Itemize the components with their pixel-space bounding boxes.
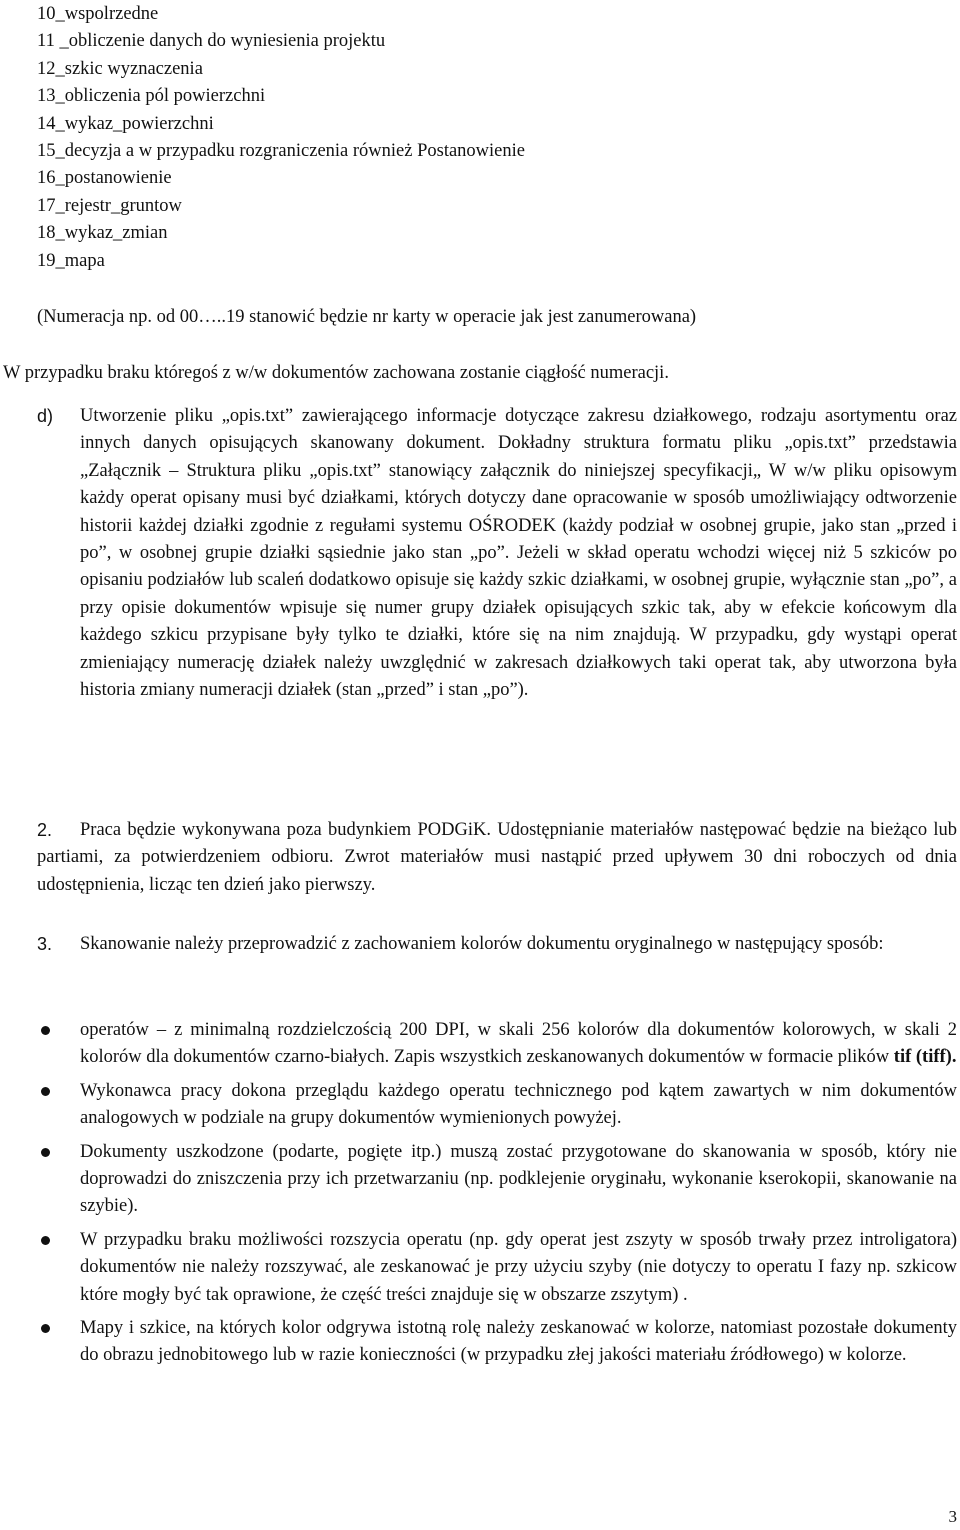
list-item: 10_wspolrzedne — [37, 4, 159, 24]
bullet-icon — [41, 1026, 50, 1035]
section-d-text: Utworzenie pliku „opis.txt” zawierającego informacje dotyczące zakresu działkowego, rodzaju asortymentu oraz innych danych opisujących skanowany dokument. Dokładny struktura formatu pliku „opis.txt” przedstawia „Załącznik – Struktura pliku „opis.txt” stanowiący załącznik do niniejszej specyfikacji„ W w/w pliku opisowym każdy operat opisany musi być działkami, których dotyczy dane opracowanie w sposób umożliwiający odtworzenie historii każdej działki zgodnie z regułami systemu OŚRODEK (każdy podział w osobnej grupie, jako stan „przed i po”, w osobnej grupie działki sąsiednie jako stan „po”. Jeżeli w skład operatu wchodzi więcej niż 5 szkiców po opisaniu podziałów lub scaleń dodatkowo opisuje się każdy szkic działkami, w osobnej grupie, wyłącznie stan „po”, a przy opisie dokumentów wpisuje się numer grupy działek opisujących szkic tak, aby w efekcie końcowym dla każdego szkicu przypisane były tylko te działki, które się na nim znajdują. W przypadku, gdy wystąpi operat zmieniający numerację działek należy uwzględnić w zakresach działkowych taki operat tak, aby utworzona była historia zmiany numeracji działek (stan „przed” i stan „po”). — [80, 406, 957, 701]
bullet-list — [37, 1017, 957, 1376]
list-item — [37, 1139, 957, 1221]
bullet-icon — [41, 1236, 50, 1245]
numbering-note: (Numeracja np. od 00…..19 stanowić będzie nr karty w operacie jak jest zanumerowana) — [37, 307, 697, 327]
continuity-note: W przypadku braku któregoś z w/w dokumentów zachowana zostanie ciągłość numeracji. — [3, 363, 669, 383]
bullet-text-main: operatów – z minimalną rozdzielczością 200 DPI, w skali 256 kolorów dla dokumentów kolorowych, w skali 2 kolorów dla dokumentów czarno-białych. Zapis wszystkich zeskanowanych dokumentów w formacie plików — [80, 1020, 957, 1068]
bullet-text: W przypadku braku możliwości rozszycia operatu (np. gdy operat jest zszyty w sposób trwały przez introligatora) dokumentów nie należy rozszywać, ale zeskanować je przy użyciu szyby (nie dotyczy to operatu I fazy np. szkicow które mogły być tak oprawione, że część treści znajduje się w obszarze zszytym) . — [80, 1229, 957, 1305]
list-item: 13_obliczenia pól powierzchni — [37, 86, 266, 107]
section-2-body: Praca będzie wykonywana poza budynkiem PODGiK. Udostępnianie materiałów następować będzie na bieżąco lub partiami, za potwierdzeniem odbioru. Zwrot materiałów musi nastąpić przed upływem 30 dni roboczych od dnia udostępnienia, licząc ten dzień jako pierwszy. — [37, 820, 957, 895]
list-item: 12_szkic wyznaczenia — [37, 58, 203, 79]
section-2-text — [37, 817, 957, 899]
bullet-text: Dokumenty uszkodzone (podarte, pogięte itp.) muszą zostać przygotowane do skanowania w sposób, który nie doprowadzi do zniszczenia przy ich przetwarzaniu (np. podklejenie oryginału, wykonanie kserokopii, skanowanie na szybie). — [80, 1141, 957, 1217]
bullet-icon — [41, 1148, 50, 1157]
file-name-list — [37, 1, 937, 275]
section-3-text — [37, 931, 957, 958]
section-2 — [37, 817, 957, 899]
bullet-text — [80, 1017, 957, 1072]
bullet-icon — [41, 1087, 50, 1096]
section-3-body: Skanowanie należy przeprowadzić z zachowaniem kolorów dokumentu oryginalnego w następujący sposób: — [80, 934, 884, 954]
list-item: 15_decyzja a w przypadku rozgraniczenia również Postanowienie — [37, 141, 525, 162]
section-marker: d) — [37, 406, 54, 426]
page-number: 3 — [948, 1507, 957, 1526]
list-item: 14_wykaz_powierzchni — [37, 113, 214, 134]
list-item — [37, 1227, 957, 1309]
bullet-icon — [41, 1324, 50, 1333]
section-d — [37, 403, 957, 704]
list-item — [37, 1315, 957, 1370]
list-item: 19_mapa — [37, 250, 105, 271]
list-item: 11 _obliczenie danych do wyniesienia projektu — [37, 31, 386, 52]
list-item: 17_rejestr_gruntow — [37, 195, 182, 216]
list-item: 18_wykaz_zmian — [37, 223, 168, 244]
bullet-text-bold: tif (tiff). — [893, 1047, 957, 1068]
list-item — [37, 1017, 957, 1072]
section-marker: 3. — [37, 934, 53, 954]
section-marker: 2. — [37, 820, 53, 840]
section-3 — [37, 931, 957, 958]
bullet-text: Wykonawca pracy dokona przeglądu każdego operatu technicznego pod kątem zawartych w nim dokumentów analogowych w podziale na grupy dokumentów wymienionych powyżej. — [80, 1080, 957, 1129]
list-item: 16_postanowienie — [37, 168, 172, 189]
list-item — [37, 1078, 957, 1133]
bullet-text: Mapy i szkice, na których kolor odgrywa istotną rolę należy zeskanować w kolorze, natomiast pozostałe dokumenty do obrazu jednobitowego lub w razie konieczności (w przypadku złej jakości materiału źródłowego) w kolorze. — [80, 1318, 957, 1366]
